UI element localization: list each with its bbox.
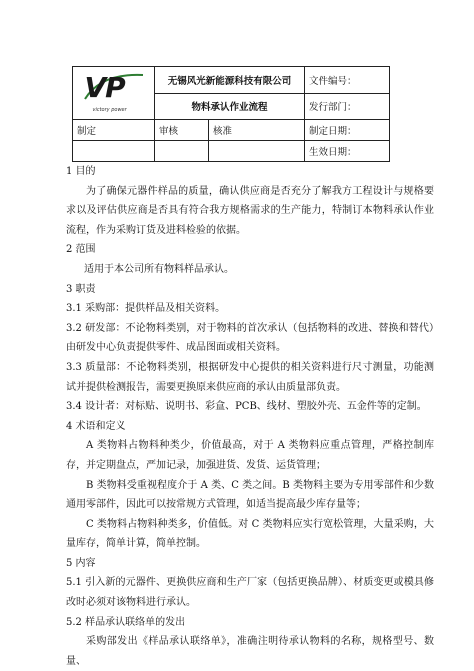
section-1-title: 1 目的 [66, 166, 96, 177]
file-number-label: 文件编号： [305, 67, 390, 94]
section-4-c: C 类物料占物料种类多，价值低。对 C 类物料应实行宽松管理，大量采购，大量库存，简单计算，简单控制。 [66, 518, 434, 550]
section-3-1: 3.1 采购部：提供样品及相关资料。 [66, 303, 226, 315]
prepared-value [73, 141, 155, 162]
effective-date-label: 生效日期： [305, 141, 390, 162]
section-1-text: 为了确保元器件样品的质量，确认供应商是否充分了解我方工程设计与规格要求以及评估供应商是否具有符合我方规格需求的生产能力，特制订本物料承认作业流程，作为采购订货及进料检验的依据。 [66, 185, 434, 236]
section-3-3: 3.3 质量部：不论物料类别，根据研发中心提供的相关资料进行尺寸测量，功能测试并提供检测报告，需要更换原来供应商的承认由质量部负责。 [66, 361, 434, 393]
section-2-title: 2 范围 [66, 244, 96, 256]
company-name: 无锡风光新能源科技有限公司 [155, 67, 305, 94]
date-set-label: 制定日期： [305, 120, 390, 141]
logo-tagline: victory power [92, 107, 127, 113]
logo-mark: VP [84, 71, 125, 104]
approved-label: 核准 [209, 120, 305, 141]
section-5-2-title: 5.2 样品承认联络单的发出 [66, 616, 186, 628]
section-4-a: A 类物料占物料种类少，价值最高，对于 A 类物料应重点管理，严格控制库存，并定期盘点，严加记录，加强进货、发货、运货管理； [66, 440, 434, 471]
section-4-title: 4 术语和定义 [66, 420, 126, 432]
section-5-2-text: 采购部发出《样品承认联络单》，准确注明待承认物料的名称，规格型号、数量、 [66, 636, 434, 667]
section-5-1: 5.1 引入新的元器件、更换供应商和生产厂家（包括更换品牌）、材质变更或模具修改时必须对该物料进行承认。 [66, 577, 434, 609]
section-5-title: 5 内容 [66, 557, 96, 569]
reviewed-value [155, 141, 209, 162]
issue-department-label: 发行部门： [305, 93, 390, 120]
section-3-title: 3 职责 [66, 283, 96, 295]
section-2-text: 适用于本公司所有物料样品承认。 [84, 263, 234, 275]
prepared-label: 制定 [73, 120, 155, 141]
reviewed-label: 审核 [155, 120, 209, 141]
company-logo [73, 67, 155, 120]
section-3-4: 3.4 设计者：对标贴、说明书、彩盒、PCB、线材、塑胶外壳、五金件等的定制。 [66, 401, 427, 413]
document-header-table [72, 66, 390, 162]
document-body [66, 162, 434, 671]
approved-value [209, 141, 305, 162]
document-title: 物料承认作业流程 [155, 93, 305, 120]
section-4-b: B 类物料受重视程度介于 A 类、C 类之间。B 类物料主要为专用零部件和少数通用零部件，因此可以按常规方式管理，如适当提高最少库存量等； [66, 479, 434, 511]
section-3-2: 3.2 研发部：不论物料类别，对于物料的首次承认（包括物料的改进、替换和替代）由研发中心负责提供零件、成品图面或相关资料。 [66, 322, 434, 354]
